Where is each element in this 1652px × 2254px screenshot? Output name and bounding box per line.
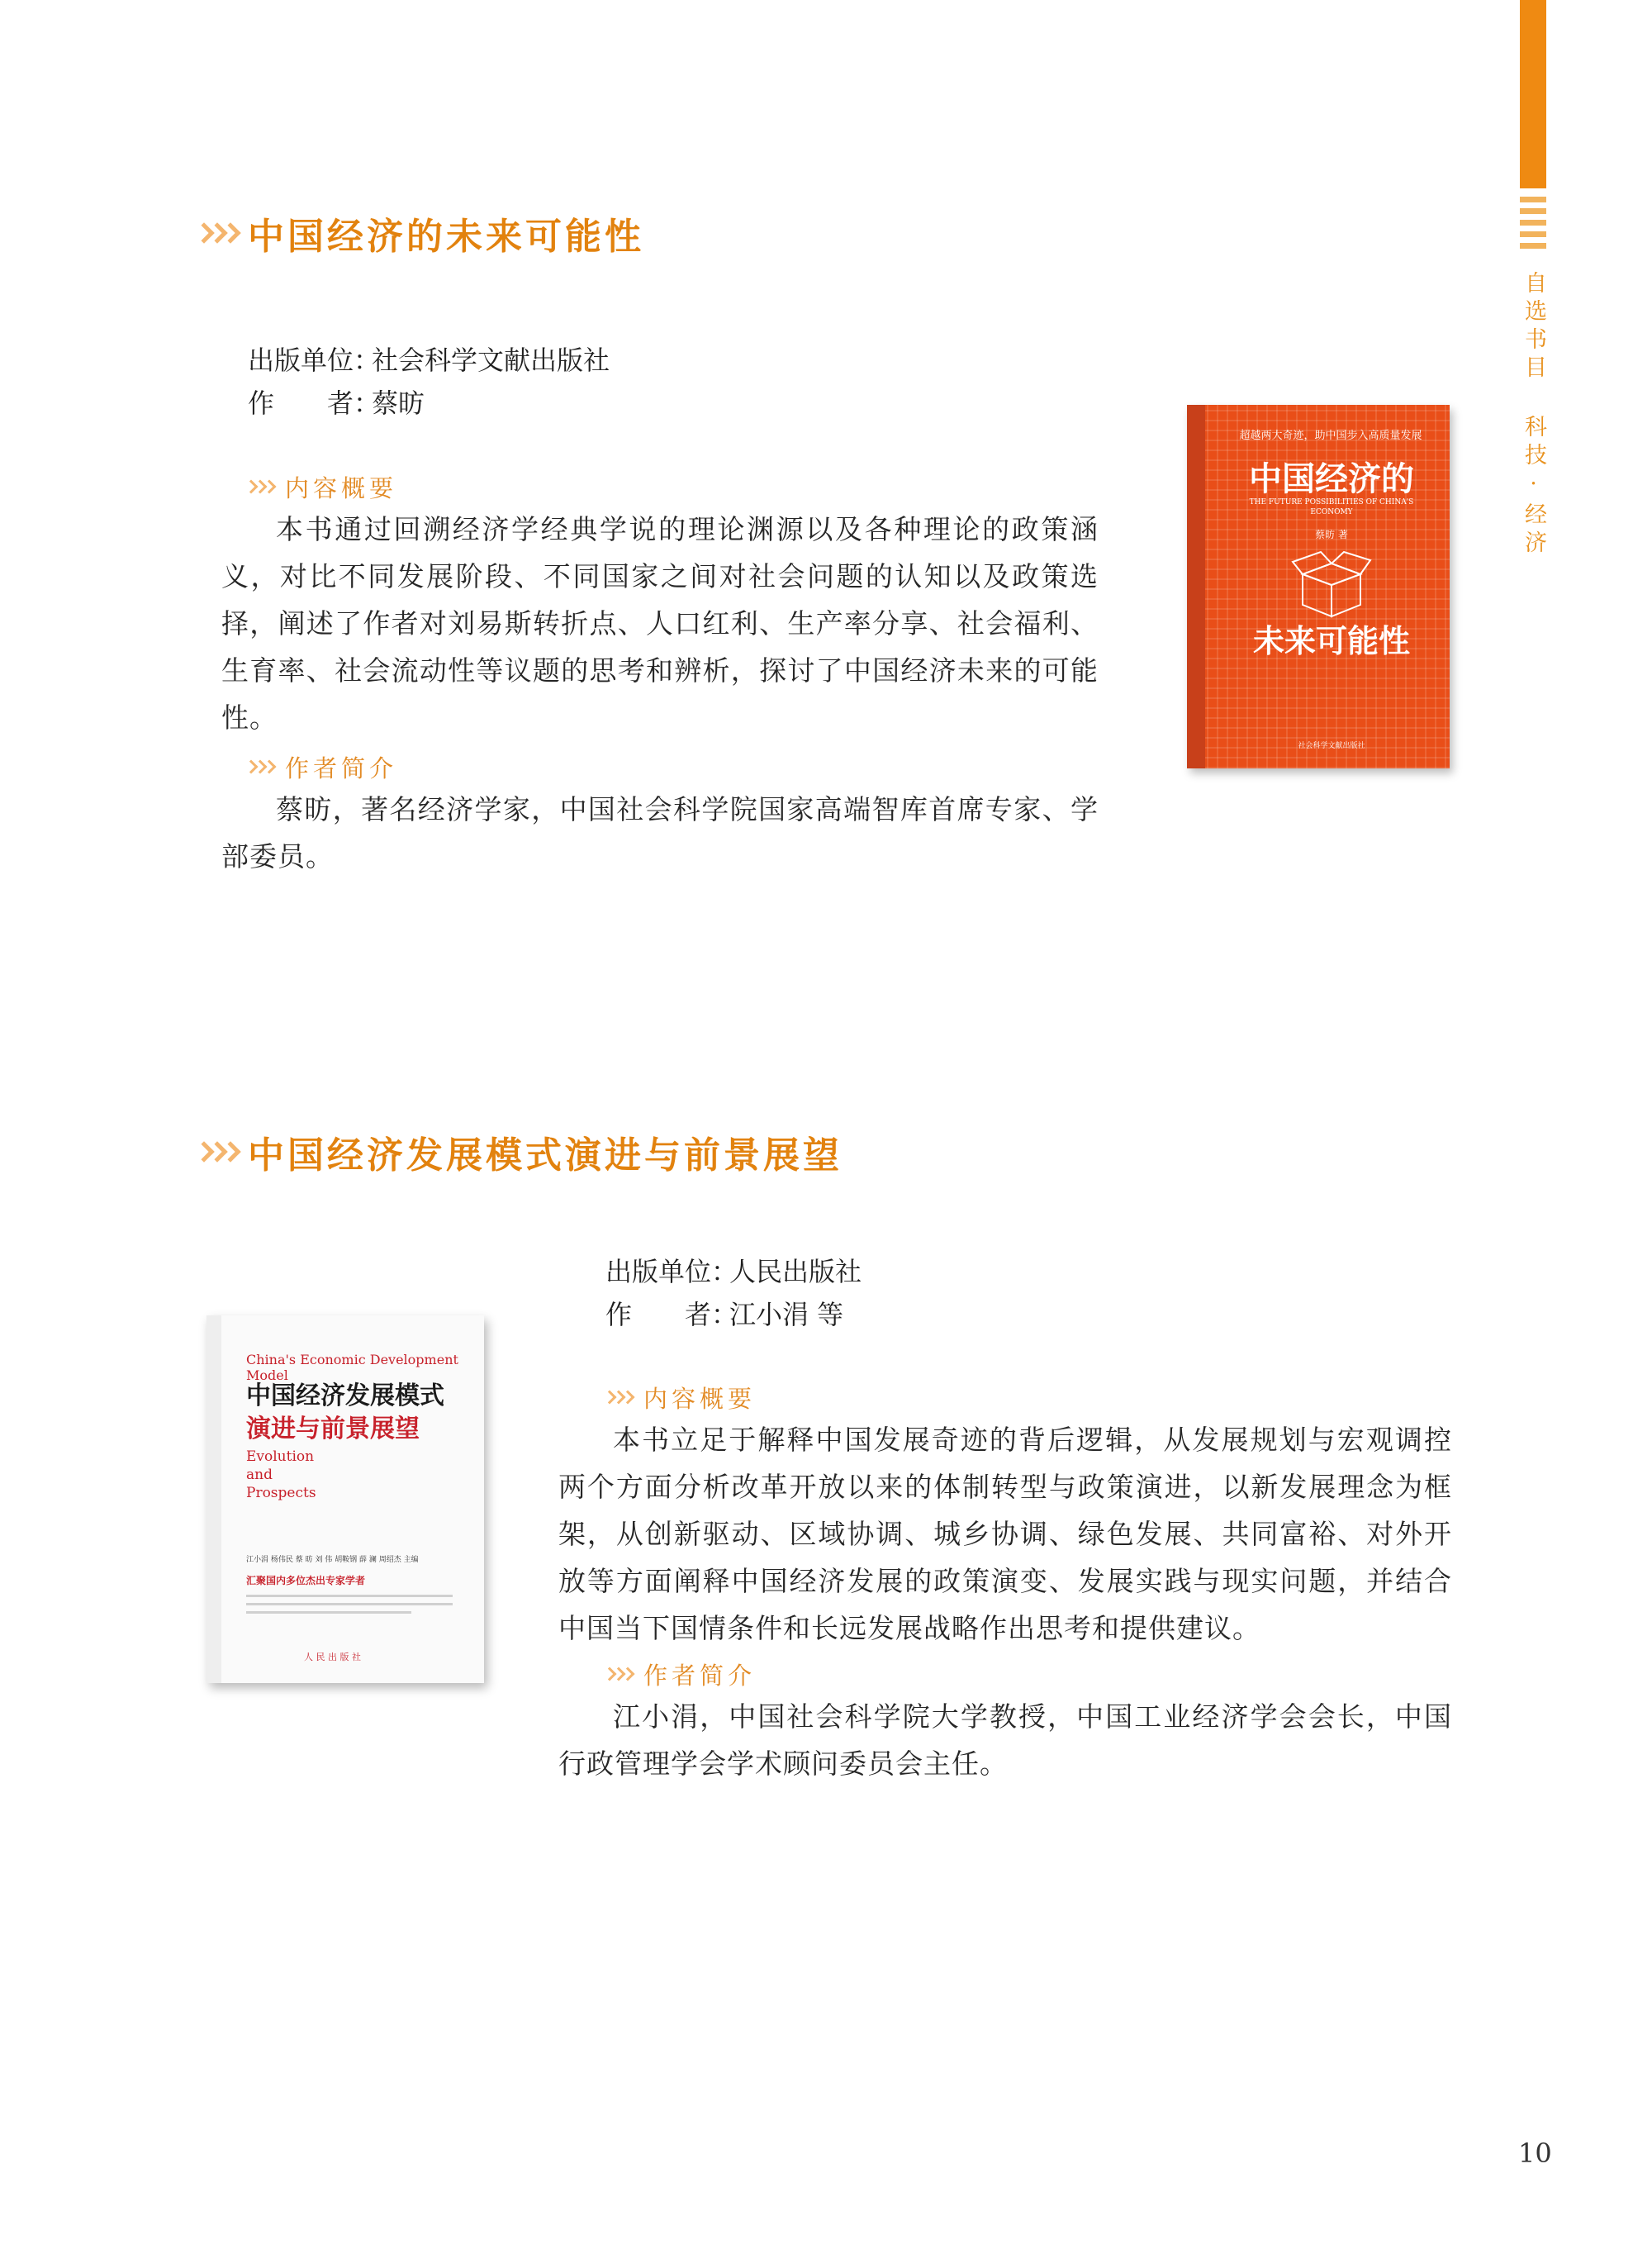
cover-title-line-1: 中国经济发展模式	[246, 1381, 444, 1410]
summary-heading-text: 内容概要	[643, 1384, 757, 1413]
summary-heading-text: 内容概要	[285, 473, 398, 502]
cover-spine	[1187, 405, 1205, 768]
book-2-author: 江小涓 等	[729, 1299, 844, 1330]
book-1-body	[221, 468, 1099, 880]
chevron-icon	[605, 1392, 632, 1402]
cover-tagline: 超越两大奇迹，助中国步入高质量发展	[1239, 430, 1422, 442]
side-tab-stripe	[1520, 220, 1546, 226]
cover-text-line	[246, 1611, 411, 1614]
chevron-icon	[605, 1669, 632, 1679]
book-2-title	[197, 1127, 843, 1177]
cover-title-line-2: 未来可能性	[1252, 622, 1410, 659]
book-2-title-text: 中国经济发展模式演进与前景展望	[248, 1134, 843, 1177]
author-bio-heading-text: 作者简介	[643, 1661, 757, 1690]
author-bio-heading	[246, 748, 1099, 786]
cover-publisher: 社会科学文献出版社	[1298, 742, 1365, 750]
cover-tagline: 汇聚国内多位杰出专家学者	[246, 1575, 366, 1586]
chevron-icon	[197, 1144, 236, 1159]
cover-publisher: 人 民 出 版 社	[304, 1652, 361, 1662]
author-label: 作 者：	[248, 388, 381, 419]
chevron-icon	[197, 226, 236, 240]
side-tab-stripe	[1520, 208, 1546, 214]
book-1-cover	[1187, 405, 1450, 768]
cover-english-title: THE FUTURE POSSIBILITIES OF CHINA'S ECONOMY	[1249, 498, 1414, 516]
side-tab-stripe	[1520, 243, 1546, 249]
book-1-title-text: 中国经济的未来可能性	[248, 216, 644, 258]
author-bio-heading-text: 作者简介	[285, 754, 398, 782]
book-1-summary: 本书通过回溯经济学经典学说的理论渊源以及各种理论的政策涵义，对比不同发展阶段、不同国家之间对社会问题的认知以及政策选择，阐述了作者对刘易斯转折点、人口红利、生产率分享、社会福利、生育率、社会流动性等议题的思考和辨析，探讨了中国经济未来的可能性。	[221, 513, 1099, 734]
cover-text-line	[246, 1603, 453, 1605]
chevron-icon	[246, 762, 273, 772]
side-tab-stripe	[1520, 197, 1546, 202]
cover-text-line	[246, 1595, 453, 1597]
summary-heading	[246, 468, 1099, 506]
author-label: 作 者：	[605, 1299, 738, 1330]
summary-heading	[605, 1378, 1452, 1416]
cover-authors: 江小涓 杨伟民 蔡 昉 刘 伟 胡鞍钢 薛 澜 周绍杰 主编	[246, 1556, 419, 1564]
book-2-summary: 本书立足于解释中国发展奇迹的背后逻辑，从发展规划与宏观调控两个方面分析改革开放以来的体制转型与政策演进，以新发展理念为框架，从创新驱动、区域协调、城乡协调、绿色发展、共同富裕、对外开放等方面阐释中国经济发展的政策演变、发展实践与现实问题，并结合中国当下国情条件和长远发展战略作出思考和提供建议。	[558, 1424, 1452, 1644]
book-2-cover	[206, 1315, 484, 1683]
book-2-meta	[605, 1250, 1266, 1336]
book-2-author-bio: 江小涓，中国社会科学院大学教授，中国工业经济学会会长，中国行政管理学会学术顾问委员会主任。	[558, 1700, 1452, 1780]
side-tab-stripe	[1520, 231, 1546, 237]
cover-english-top: China's Economic Development Model	[246, 1352, 458, 1383]
cover-english-subtitle	[246, 1448, 316, 1502]
book-1-author: 蔡昉	[372, 388, 425, 419]
author-bio-heading	[605, 1655, 1452, 1693]
book-1-title	[197, 208, 644, 258]
cover-english-line: Prospects	[246, 1485, 316, 1501]
book-1-meta	[248, 339, 909, 425]
book-2-publisher: 人民出版社	[729, 1256, 862, 1287]
box-illustration-icon	[1286, 545, 1377, 620]
book-2-body	[558, 1378, 1452, 1787]
cover-english-line: Evolution	[246, 1448, 315, 1465]
book-1-publisher: 社会科学文献出版社	[372, 345, 610, 376]
publisher-label: 出版单位：	[605, 1256, 738, 1287]
page-number: 10	[1518, 2137, 1552, 2169]
chevron-icon	[246, 482, 273, 492]
cover-title-line-2: 演进与前景展望	[246, 1415, 420, 1443]
book-1-author-bio: 蔡昉，著名经济学家，中国社会科学院国家高端智库首席专家、学部委员。	[221, 793, 1099, 873]
cover-author: 蔡昉 著	[1315, 529, 1348, 540]
side-tab-bar	[1520, 0, 1546, 188]
publisher-label: 出版单位：	[248, 345, 381, 376]
side-tab-label: 自选书目 科技·经济	[1521, 271, 1546, 559]
cover-title-line-1: 中国经济的	[1249, 459, 1414, 498]
cover-english-line: and	[246, 1467, 273, 1483]
